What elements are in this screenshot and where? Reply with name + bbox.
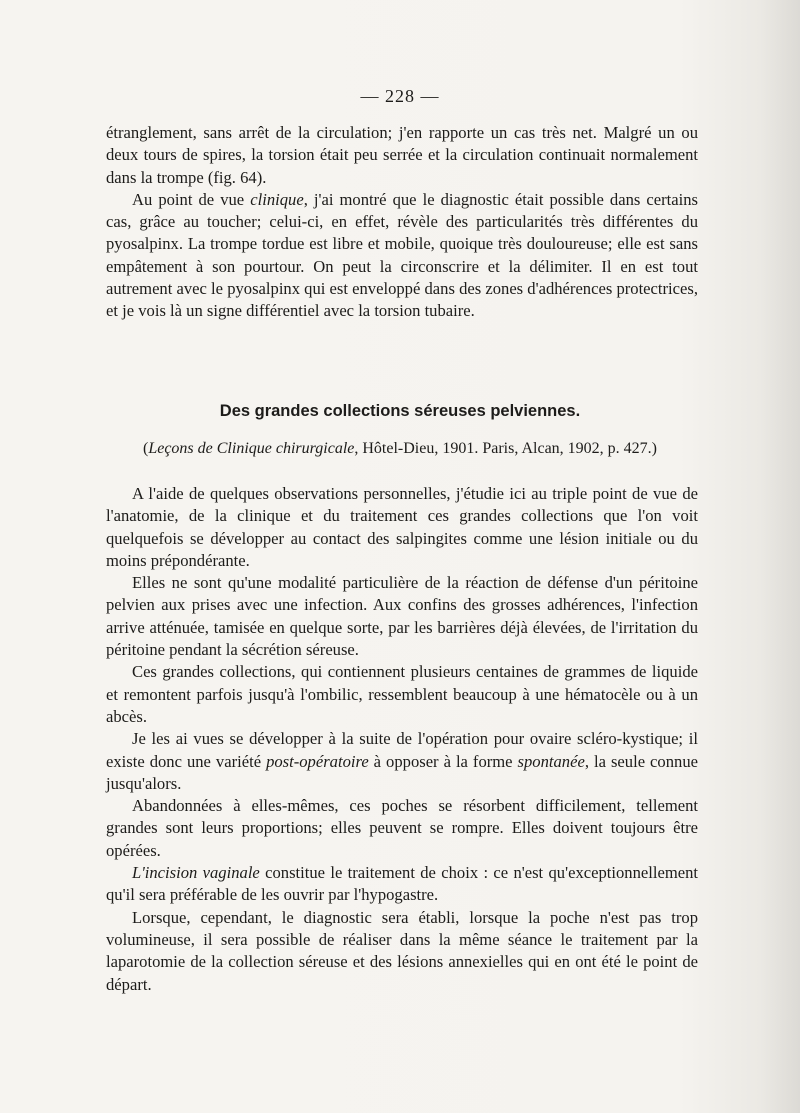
citation-title: Leçons de Clinique chirurgicale <box>148 440 355 457</box>
text-run: à opposer à la forme <box>368 751 518 771</box>
source-citation <box>0 440 800 458</box>
text-run: constitue le traitement de choix : ce n'est qu'exceptionnellement qu'il sera préférable de les ouvrir par l'hypogastre. <box>106 863 699 905</box>
text-run: Je les ai vues se développer à la suite de l'opération pour ovaire scléro-kystique; il existe donc une variété <box>106 729 698 771</box>
paragraph: Lorsque, cependant, le diagnostic sera établi, lorsque la poche n'est pas trop volumineuse, il sera possible de réaliser dans la même séance le traitement par la laparotomie de la collection séreuse et des lésions annexielles qui en ont été le point de départ. <box>106 907 698 994</box>
paragraph <box>106 862 698 907</box>
text-run: , la seule connue jusqu'alors. <box>106 751 698 793</box>
text-run: Au point de vue <box>132 189 251 209</box>
paragraph <box>106 728 698 795</box>
top-text-block <box>106 122 698 323</box>
paragraph: A l'aide de quelques observations personnelles, j'étudie ici au triple point de vue de l'anatomie, de la clinique et du traitement ces grandes collections que l'on voit quelquefois se développer au contact des salpingites comme une lésion initiale ou du moins prépondérante. <box>106 484 698 570</box>
citation-rest: , Hôtel-Dieu, 1901. Paris, Alcan, 1902, p. 427.) <box>354 440 657 457</box>
emphasis: spontanée <box>517 751 585 771</box>
text-run: , j'ai montré que le diagnostic était possible dans certains cas, grâce au toucher; celui-ci, en effet, révèle des particularités très différentes du pyosalpinx. La trompe tordue est libre et mobile, quoique très douloureuse; elle est sans empâtement à son pourtour. On peut la circonscrire et la délimiter. Il en est tout autrement avec le pyosalpinx qui est enveloppé dans des zones d'adhérences protectrices, et je vois là un signe différentiel avec la torsion tubaire. <box>106 189 699 321</box>
paragraph: Abandonnées à elles-mêmes, ces poches se résorbent difficilement, tellement grandes sont leurs proportions; elles peuvent se rompre. Elles doivent toujours être opérées. <box>106 796 698 860</box>
paragraph: Elles ne sont qu'une modalité particulière de la réaction de défense d'un péritoine pelvien aux prises avec une infection. Aux confins des grosses adhérences, l'infection arrive atténuée, tamisée en quelque sorte, par les barrières déjà élevées, de l'irritation du péritoine pendant la sécrétion séreuse. <box>106 573 698 660</box>
paragraph <box>106 189 698 323</box>
emphasis: clinique <box>250 189 304 209</box>
emphasis: post-opératoire <box>266 751 369 771</box>
paragraph: étranglement, sans arrêt de la circulation; j'en rapporte un cas très net. Malgré un ou deux tours de spires, la torsion était peu serrée et la circulation continuait normalement dans la trompe (fig. 64). <box>106 123 698 187</box>
paragraph: Ces grandes collections, qui contiennent plusieurs centaines de grammes de liquide et remontent parfois jusqu'à l'ombilic, ressemblent beaucoup à une hématocèle ou à un abcès. <box>106 662 698 726</box>
page-number: — 228 — <box>360 86 440 106</box>
emphasis: L'incision vaginale <box>132 863 260 883</box>
section-heading: Des grandes collections séreuses pelviennes. <box>219 402 581 420</box>
citation-open: ( <box>143 440 149 457</box>
body-text-block <box>106 483 698 996</box>
